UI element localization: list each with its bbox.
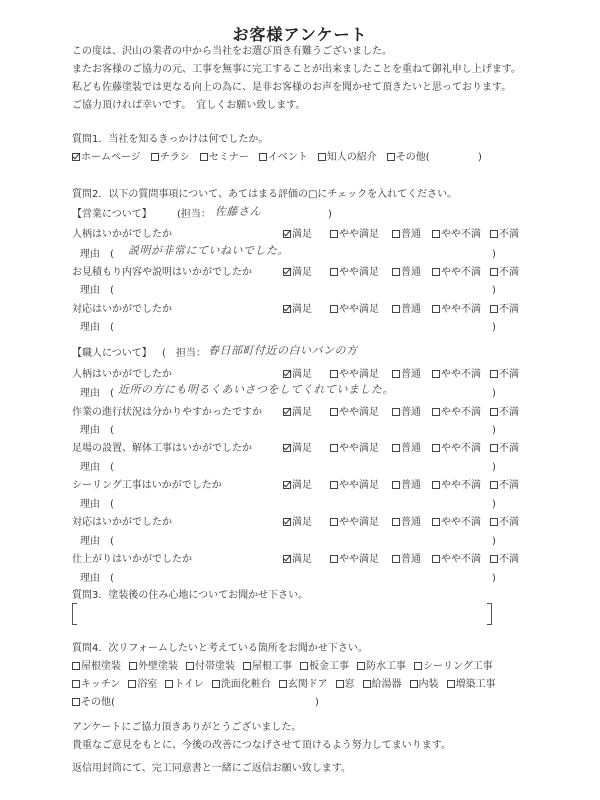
checkbox-icon[interactable] <box>392 408 400 416</box>
q2-title: 質問2．以下の質問事項について、あてはまる評価の□にチェックを入れてください。 <box>72 189 458 200</box>
sales-q3-reason-close: ) <box>492 322 496 333</box>
rating-satisfied[interactable]: 満足 <box>283 554 330 566</box>
q4-option-waterproofing[interactable]: 防水工事 <box>357 661 406 673</box>
checkbox-icon[interactable] <box>432 268 440 276</box>
checkbox-icon[interactable] <box>490 305 498 313</box>
rating-dissatisfied[interactable]: 不満 <box>490 229 520 241</box>
sales-q3-reason-label: 理由 ( <box>80 322 114 333</box>
craftsman-q6-rating <box>283 554 520 566</box>
checkbox-icon[interactable] <box>330 230 338 238</box>
sales-q1-label: 人柄はいかがでしたか <box>72 229 172 240</box>
checkbox-icon[interactable] <box>357 662 365 670</box>
checkbox-icon[interactable] <box>392 481 400 489</box>
craftsman-q4-reason-label: 理由 ( <box>80 499 114 510</box>
craftsman-q1-reason-label: 理由 ( <box>80 388 114 399</box>
checkbox-icon[interactable] <box>490 555 498 563</box>
checkbox-icon[interactable] <box>186 662 194 670</box>
sales-q2-reason-close: ) <box>492 285 496 296</box>
rating-dissatisfied[interactable]: 不満 <box>490 304 520 316</box>
rating-satisfied[interactable]: 満足 <box>283 480 330 492</box>
rating-somewhat-dissatisfied[interactable]: やや不満 <box>432 554 490 566</box>
rating-satisfied[interactable]: 満足 <box>283 517 330 529</box>
checkbox-icon[interactable] <box>128 680 136 688</box>
checkbox-icon[interactable] <box>392 370 400 378</box>
q3-answer-bracket-left <box>72 603 77 625</box>
checkbox-icon[interactable] <box>259 153 267 161</box>
checkbox-icon[interactable] <box>392 555 400 563</box>
checkbox-icon[interactable] <box>283 555 291 563</box>
rating-satisfied[interactable]: 満足 <box>283 304 330 316</box>
checkbox-icon[interactable] <box>432 408 440 416</box>
rating-somewhat-dissatisfied[interactable]: やや不満 <box>432 443 490 455</box>
checkbox-icon[interactable] <box>432 230 440 238</box>
rating-neutral[interactable]: 普通 <box>392 407 432 419</box>
rating-somewhat-dissatisfied[interactable]: やや不満 <box>432 369 490 381</box>
checkbox-icon[interactable] <box>432 555 440 563</box>
sales-heading: 【営業について】 <box>72 209 152 220</box>
q4-option-vanity[interactable]: 洗面化粧台 <box>212 679 271 691</box>
craftsman-q2-label: 作業の進行状況は分かりやすかったですか <box>72 407 262 418</box>
checkbox-icon[interactable] <box>300 662 308 670</box>
intro-line-4: ご協力頂ければ幸いです。 宜しくお願い致します。 <box>72 100 306 111</box>
craftsman-staff-prefix: ( 担当： <box>162 348 206 359</box>
craftsman-q4-label: シーリング工事はいかがでしたか <box>72 480 222 491</box>
checkbox-icon[interactable] <box>410 680 418 688</box>
sales-q3-label: 対応はいかがでしたか <box>72 304 172 315</box>
checkbox-icon[interactable] <box>283 408 291 416</box>
craftsman-q1-label: 人柄はいかがでしたか <box>72 369 172 380</box>
rating-somewhat-dissatisfied[interactable]: やや不満 <box>432 480 490 492</box>
rating-dissatisfied[interactable]: 不満 <box>490 369 520 381</box>
rating-satisfied[interactable]: 満足 <box>283 369 330 381</box>
craftsman-q5-reason-label: 理由 ( <box>80 536 114 547</box>
rating-satisfied[interactable]: 満足 <box>283 229 330 241</box>
rating-somewhat-dissatisfied[interactable]: やや不満 <box>432 517 490 529</box>
rating-somewhat-satisfied[interactable]: やや満足 <box>330 480 392 492</box>
checkbox-icon[interactable] <box>330 481 338 489</box>
rating-somewhat-satisfied[interactable]: やや満足 <box>330 554 392 566</box>
rating-neutral[interactable]: 普通 <box>392 369 432 381</box>
craftsman-q6-reason-close: ) <box>492 573 496 584</box>
craftsman-q2-rating <box>283 407 520 419</box>
rating-somewhat-dissatisfied[interactable]: やや不満 <box>432 229 490 241</box>
checkbox-icon[interactable] <box>392 230 400 238</box>
q4-options-row-2 <box>72 679 504 691</box>
q3-title: 質問3．塗装後の住み心地についてお聞かせ下さい。 <box>72 590 309 601</box>
rating-neutral[interactable]: 普通 <box>392 517 432 529</box>
checkbox-icon[interactable] <box>432 305 440 313</box>
q1-option-homepage[interactable]: ホームページ <box>72 152 141 164</box>
checkbox-icon[interactable] <box>432 481 440 489</box>
sales-q3-rating <box>283 304 520 316</box>
closing-line-2: 貴重なご意見をもとに、今後の改善につなげさせて頂けるよう努力してまいります。 <box>72 740 451 751</box>
checkbox-icon[interactable] <box>283 444 291 452</box>
rating-satisfied[interactable]: 満足 <box>283 407 330 419</box>
checkbox-icon[interactable] <box>490 408 498 416</box>
craftsman-q3-reason-close: ) <box>492 462 496 473</box>
checkbox-icon[interactable] <box>330 268 338 276</box>
checkbox-icon[interactable] <box>330 370 338 378</box>
q4-option-sealing-work[interactable]: シーリング工事 <box>414 661 493 673</box>
checkbox-icon[interactable] <box>279 680 287 688</box>
rating-somewhat-dissatisfied[interactable]: やや不満 <box>432 304 490 316</box>
checkbox-icon[interactable] <box>283 518 291 526</box>
sales-q1-reason-label: 理由 ( <box>80 249 114 260</box>
checkbox-icon[interactable] <box>330 518 338 526</box>
q1-other-close: ) <box>478 152 482 163</box>
intro-line-1: この度は、沢山の業者の中から当社をお選び頂き有難うございました。 <box>72 46 392 57</box>
checkbox-icon[interactable] <box>490 481 498 489</box>
checkbox-icon[interactable] <box>490 268 498 276</box>
checkbox-icon[interactable] <box>283 481 291 489</box>
sales-q2-rating <box>283 267 520 279</box>
q4-option-interior[interactable]: 内装 <box>410 679 439 691</box>
checkbox-icon[interactable] <box>283 305 291 313</box>
q4-option-window[interactable]: 窓 <box>336 679 355 691</box>
checkbox-icon[interactable] <box>392 518 400 526</box>
q4-option-other[interactable]: その他( <box>72 697 115 709</box>
q4-options-row-1 <box>72 661 501 673</box>
sales-q1-reason-text[interactable]: 説明が非常にていねいでした。 <box>128 244 289 257</box>
checkbox-icon[interactable] <box>72 153 80 161</box>
q4-option-entrance-door[interactable]: 玄関ドア <box>279 679 328 691</box>
q4-option-kitchen[interactable]: キッチン <box>72 679 120 691</box>
craftsman-q4-rating <box>283 480 520 492</box>
q3-answer-field[interactable] <box>82 606 482 622</box>
rating-dissatisfied[interactable]: 不満 <box>490 554 520 566</box>
rating-dissatisfied[interactable]: 不満 <box>490 407 520 419</box>
craftsman-heading: 【職人について】 <box>72 348 152 359</box>
craftsman-q6-reason-label: 理由 ( <box>80 573 114 584</box>
rating-neutral[interactable]: 普通 <box>392 443 432 455</box>
checkbox-icon[interactable] <box>432 444 440 452</box>
checkbox-icon[interactable] <box>392 268 400 276</box>
q4-option-bathroom[interactable]: 浴室 <box>128 679 157 691</box>
sales-q1-reason-close: ) <box>492 249 496 260</box>
checkbox-icon[interactable] <box>490 518 498 526</box>
rating-dissatisfied[interactable]: 不満 <box>490 480 520 492</box>
closing-line-3: 返信用封筒にて、完工同意書と一緒にご返信お願い致します。 <box>72 763 351 774</box>
checkbox-icon[interactable] <box>330 444 338 452</box>
checkbox-icon[interactable] <box>72 698 80 706</box>
q4-option-roof-painting[interactable]: 屋根塗装 <box>72 661 121 673</box>
craftsman-q1-reason-close: ) <box>492 388 496 399</box>
q1-option-referral[interactable]: 知人の紹介 <box>318 152 377 164</box>
checkbox-icon[interactable] <box>330 305 338 313</box>
checkbox-icon[interactable] <box>318 153 326 161</box>
checkbox-icon[interactable] <box>432 370 440 378</box>
q4-option-toilet[interactable]: トイレ <box>165 679 204 691</box>
q1-option-other[interactable]: その他( <box>387 152 430 164</box>
sales-q1-rating <box>283 229 520 241</box>
sales-staff-prefix: (担当： <box>177 209 211 220</box>
checkbox-icon[interactable] <box>200 153 208 161</box>
q4-option-exterior-wall-painting[interactable]: 外壁塗装 <box>129 661 178 673</box>
sales-q2-label: お見積もり内容や説明はいかがでしたか <box>72 267 252 278</box>
rating-somewhat-satisfied[interactable]: やや満足 <box>330 267 392 279</box>
checkbox-icon[interactable] <box>392 305 400 313</box>
craftsman-q1-rating <box>283 369 520 381</box>
q4-options-row-3 <box>72 697 123 709</box>
checkbox-icon[interactable] <box>392 444 400 452</box>
checkbox-icon[interactable] <box>387 153 395 161</box>
q4-option-roof-work[interactable]: 屋根工事 <box>243 661 292 673</box>
q4-option-sheet-metal-work[interactable]: 板金工事 <box>300 661 349 673</box>
q1-option-event[interactable]: イベント <box>259 152 308 164</box>
rating-neutral[interactable]: 普通 <box>392 267 432 279</box>
q4-title: 質問4．次リフォームしたいと考えている箇所をお聞かせ下さい。 <box>72 643 368 654</box>
checkbox-icon[interactable] <box>283 268 291 276</box>
checkbox-icon[interactable] <box>330 408 338 416</box>
checkbox-icon[interactable] <box>243 662 251 670</box>
craftsman-q3-label: 足場の設置、解体工事はいかがでしたか <box>72 443 252 454</box>
rating-neutral[interactable]: 普通 <box>392 304 432 316</box>
sales-q2-reason-label: 理由 ( <box>80 285 114 296</box>
rating-somewhat-satisfied[interactable]: やや満足 <box>330 229 392 241</box>
checkbox-icon[interactable] <box>72 662 80 670</box>
q4-option-extension[interactable]: 増築工事 <box>447 679 496 691</box>
sales-staff-close: ) <box>328 209 332 220</box>
intro-line-3: 私ども佐藤塗装では更なる向上の為に、是非お客様のお声を聞かせて頂きたいと思っております。 <box>72 82 512 93</box>
q4-option-trim-painting[interactable]: 付帯塗装 <box>186 661 235 673</box>
checkbox-icon[interactable] <box>414 662 422 670</box>
intro-line-2: またお客様のご協力の元、工事を無事に完工することが出来ましたことを重ねて御礼申し上げます。 <box>72 64 521 75</box>
rating-neutral[interactable]: 普通 <box>392 229 432 241</box>
rating-somewhat-dissatisfied[interactable]: やや不満 <box>432 407 490 419</box>
checkbox-icon[interactable] <box>283 230 291 238</box>
rating-satisfied[interactable]: 満足 <box>283 443 330 455</box>
closing-line-1: アンケートにご協力頂きありがとうございました。 <box>72 722 302 733</box>
q1-option-seminar[interactable]: セミナー <box>200 152 249 164</box>
checkbox-icon[interactable] <box>129 662 137 670</box>
q1-option-flyer[interactable]: チラシ <box>151 152 190 164</box>
craftsman-q4-reason-close: ) <box>492 499 496 510</box>
checkbox-icon[interactable] <box>212 680 220 688</box>
rating-dissatisfied[interactable]: 不満 <box>490 517 520 529</box>
rating-neutral[interactable]: 普通 <box>392 480 432 492</box>
checkbox-icon[interactable] <box>447 680 455 688</box>
q3-answer-bracket-right <box>487 603 492 625</box>
rating-neutral[interactable]: 普通 <box>392 554 432 566</box>
craftsman-q5-reason-close: ) <box>492 536 496 547</box>
checkbox-icon[interactable] <box>363 680 371 688</box>
checkbox-icon[interactable] <box>283 370 291 378</box>
craftsman-q2-reason-label: 理由 ( <box>80 425 114 436</box>
q4-other-close: ) <box>315 697 319 708</box>
sales-staff-name[interactable]: 佐藤さん <box>215 205 261 218</box>
craftsman-q5-rating <box>283 517 520 529</box>
rating-somewhat-satisfied[interactable]: やや満足 <box>330 517 392 529</box>
checkbox-icon[interactable] <box>72 680 80 688</box>
craftsman-staff-name[interactable]: 春日部町付近の白いバンの方 <box>208 344 358 357</box>
q4-option-water-heater[interactable]: 給湯器 <box>363 679 402 691</box>
rating-somewhat-satisfied[interactable]: やや満足 <box>330 407 392 419</box>
craftsman-q2-reason-close: ) <box>492 425 496 436</box>
rating-dissatisfied[interactable]: 不満 <box>490 443 520 455</box>
craftsman-q1-reason-text[interactable]: 近所の方にも明るくあいさつをしてくれていました。 <box>118 383 394 396</box>
craftsman-q6-label: 仕上がりはいかがでしたか <box>72 554 192 565</box>
checkbox-icon[interactable] <box>336 680 344 688</box>
rating-satisfied[interactable]: 満足 <box>283 267 330 279</box>
checkbox-icon[interactable] <box>490 444 498 452</box>
checkbox-icon[interactable] <box>330 555 338 563</box>
checkbox-icon[interactable] <box>490 370 498 378</box>
craftsman-q5-label: 対応はいかがでしたか <box>72 517 172 528</box>
rating-somewhat-satisfied[interactable]: やや満足 <box>330 304 392 316</box>
q1-title: 質問1．当社を知るきっかけは何でしたか。 <box>72 134 269 145</box>
craftsman-q3-reason-label: 理由 ( <box>80 462 114 473</box>
checkbox-icon[interactable] <box>151 153 159 161</box>
rating-somewhat-dissatisfied[interactable]: やや不満 <box>432 267 490 279</box>
checkbox-icon[interactable] <box>490 230 498 238</box>
survey-title: お客様アンケート <box>232 25 368 44</box>
checkbox-icon[interactable] <box>432 518 440 526</box>
rating-somewhat-satisfied[interactable]: やや満足 <box>330 443 392 455</box>
checkbox-icon[interactable] <box>165 680 173 688</box>
q1-options <box>72 152 440 164</box>
craftsman-q3-rating <box>283 443 520 455</box>
rating-dissatisfied[interactable]: 不満 <box>490 267 520 279</box>
rating-somewhat-satisfied[interactable]: やや満足 <box>330 369 392 381</box>
